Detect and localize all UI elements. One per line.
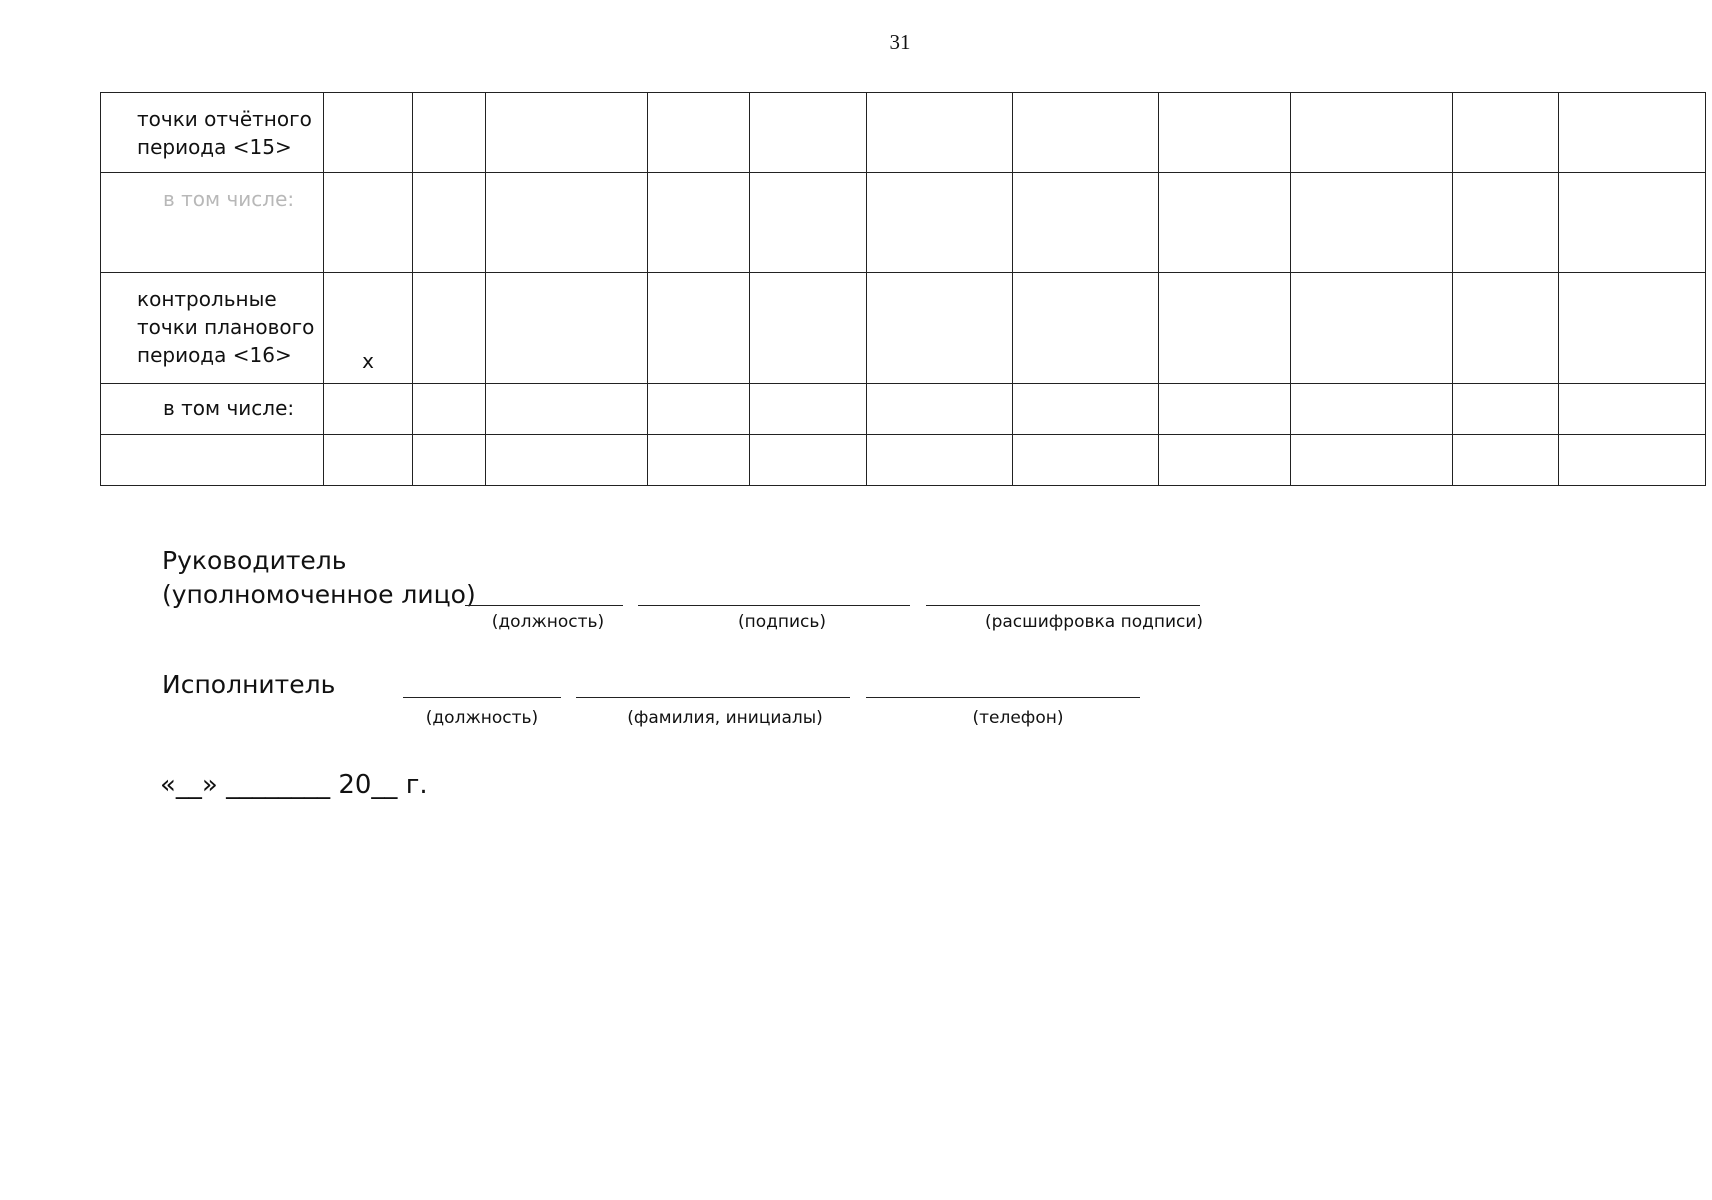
table-row [101, 435, 1706, 486]
executor-name-hint: (фамилия, инициалы) [627, 708, 823, 728]
date-line: «__» ________ 20__ г. [160, 770, 428, 800]
executor-phone-field[interactable] [866, 697, 1140, 698]
executor-position-hint: (должность) [425, 708, 539, 728]
head-signature-block [162, 544, 476, 612]
table-cell [324, 173, 413, 273]
executor-title: Исполнитель [162, 670, 336, 699]
table-row [101, 173, 1706, 273]
table-row [101, 93, 1706, 173]
head-decoding-field[interactable] [926, 605, 1200, 606]
page-number: 31 [889, 30, 911, 54]
executor-position-field[interactable] [403, 697, 561, 698]
executor-signature-block [162, 668, 335, 702]
executor-name-field[interactable] [576, 697, 850, 698]
table-row [101, 384, 1706, 435]
head-title-line2: (уполномоченное лицо) [162, 580, 476, 609]
row-label: в том числе: [101, 173, 324, 273]
table-cell [324, 93, 413, 173]
control-points-table [100, 92, 1706, 486]
head-signature-field[interactable] [638, 605, 910, 606]
table-cell [324, 435, 413, 486]
head-decoding-hint: (расшифровка подписи) [984, 612, 1204, 632]
executor-phone-hint: (телефон) [972, 708, 1064, 728]
head-position-hint: (должность) [491, 612, 605, 632]
head-title-line1: Руководитель [162, 546, 347, 575]
row-label: точки отчётного периода <15> [101, 93, 324, 173]
row-label: в том числе: [101, 384, 324, 435]
head-signature-hint: (подпись) [737, 612, 827, 632]
row-label [101, 435, 324, 486]
head-position-field[interactable] [465, 605, 623, 606]
table-cell [324, 384, 413, 435]
table-cell: x [324, 273, 413, 384]
table-row [101, 273, 1706, 384]
row-label: контрольные точки планового периода <16> [101, 273, 324, 384]
